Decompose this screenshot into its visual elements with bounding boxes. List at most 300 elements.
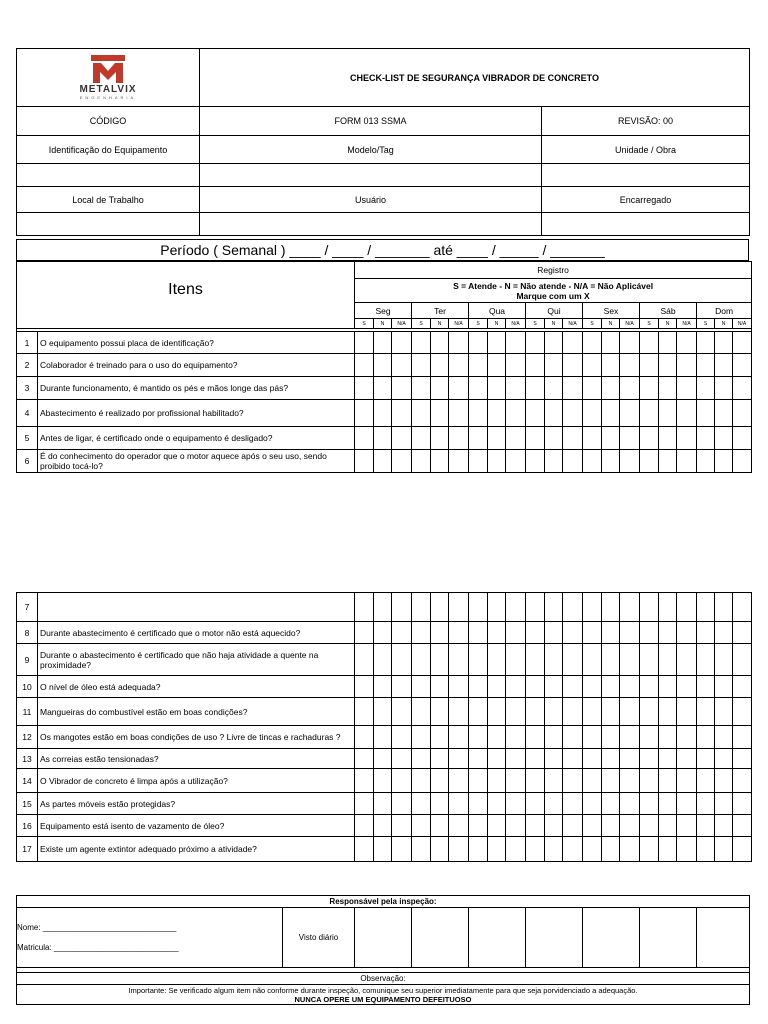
check-cell[interactable] xyxy=(583,400,602,427)
check-cell[interactable] xyxy=(715,769,733,793)
check-cell[interactable] xyxy=(563,769,583,793)
check-cell[interactable] xyxy=(431,377,449,400)
check-cell[interactable] xyxy=(640,749,659,769)
check-cell[interactable] xyxy=(733,726,752,749)
check-cell[interactable] xyxy=(412,644,431,676)
check-cell[interactable] xyxy=(488,450,506,473)
check-cell[interactable] xyxy=(640,354,659,377)
visto-cell-sex[interactable] xyxy=(583,908,640,968)
check-cell[interactable] xyxy=(469,698,488,726)
check-cell[interactable] xyxy=(545,450,563,473)
check-cell[interactable] xyxy=(449,698,469,726)
visto-cell-qua[interactable] xyxy=(469,908,526,968)
matricula-field[interactable]: Matricula: ____________________________ xyxy=(17,942,179,952)
check-cell[interactable] xyxy=(526,400,545,427)
check-cell[interactable] xyxy=(545,332,563,354)
check-cell[interactable] xyxy=(488,332,506,354)
check-cell[interactable] xyxy=(526,427,545,450)
visto-cell-seg[interactable] xyxy=(355,908,412,968)
check-cell[interactable] xyxy=(602,644,620,676)
check-cell[interactable] xyxy=(412,837,431,862)
check-cell[interactable] xyxy=(640,450,659,473)
check-cell[interactable] xyxy=(733,837,752,862)
check-cell[interactable] xyxy=(733,377,752,400)
check-cell[interactable] xyxy=(449,815,469,837)
check-cell[interactable] xyxy=(506,769,526,793)
check-cell[interactable] xyxy=(602,837,620,862)
check-cell[interactable] xyxy=(659,769,677,793)
check-cell[interactable] xyxy=(677,593,697,622)
check-cell[interactable] xyxy=(620,793,640,815)
check-cell[interactable] xyxy=(431,676,449,698)
check-cell[interactable] xyxy=(583,749,602,769)
check-cell[interactable] xyxy=(640,837,659,862)
check-cell[interactable] xyxy=(374,622,392,644)
check-cell[interactable] xyxy=(715,450,733,473)
check-cell[interactable] xyxy=(677,726,697,749)
check-cell[interactable] xyxy=(469,427,488,450)
check-cell[interactable] xyxy=(715,332,733,354)
check-cell[interactable] xyxy=(563,427,583,450)
check-cell[interactable] xyxy=(488,726,506,749)
check-cell[interactable] xyxy=(488,769,506,793)
check-cell[interactable] xyxy=(733,749,752,769)
visto-cell-dom[interactable] xyxy=(697,908,750,968)
check-cell[interactable] xyxy=(392,400,412,427)
check-cell[interactable] xyxy=(469,644,488,676)
check-cell[interactable] xyxy=(659,749,677,769)
check-cell[interactable] xyxy=(392,450,412,473)
check-cell[interactable] xyxy=(392,377,412,400)
check-cell[interactable] xyxy=(620,377,640,400)
check-cell[interactable] xyxy=(583,593,602,622)
check-cell[interactable] xyxy=(469,837,488,862)
check-cell[interactable] xyxy=(469,354,488,377)
check-cell[interactable] xyxy=(545,377,563,400)
check-cell[interactable] xyxy=(412,400,431,427)
check-cell[interactable] xyxy=(374,676,392,698)
check-cell[interactable] xyxy=(488,676,506,698)
check-cell[interactable] xyxy=(733,593,752,622)
check-cell[interactable] xyxy=(583,622,602,644)
check-cell[interactable] xyxy=(563,644,583,676)
check-cell[interactable] xyxy=(412,427,431,450)
check-cell[interactable] xyxy=(526,377,545,400)
check-cell[interactable] xyxy=(469,749,488,769)
check-cell[interactable] xyxy=(677,837,697,862)
nome-field[interactable]: Nome: ______________________________ xyxy=(17,922,177,932)
check-cell[interactable] xyxy=(677,354,697,377)
check-cell[interactable] xyxy=(620,354,640,377)
check-cell[interactable] xyxy=(374,837,392,862)
check-cell[interactable] xyxy=(545,769,563,793)
check-cell[interactable] xyxy=(640,769,659,793)
check-cell[interactable] xyxy=(659,676,677,698)
check-cell[interactable] xyxy=(545,749,563,769)
check-cell[interactable] xyxy=(526,622,545,644)
check-cell[interactable] xyxy=(563,400,583,427)
check-cell[interactable] xyxy=(469,726,488,749)
check-cell[interactable] xyxy=(412,377,431,400)
check-cell[interactable] xyxy=(412,593,431,622)
check-cell[interactable] xyxy=(449,726,469,749)
check-cell[interactable] xyxy=(659,377,677,400)
check-cell[interactable] xyxy=(488,698,506,726)
check-cell[interactable] xyxy=(677,450,697,473)
check-cell[interactable] xyxy=(583,332,602,354)
check-cell[interactable] xyxy=(545,793,563,815)
check-cell[interactable] xyxy=(449,354,469,377)
check-cell[interactable] xyxy=(392,815,412,837)
check-cell[interactable] xyxy=(449,837,469,862)
check-cell[interactable] xyxy=(602,332,620,354)
check-cell[interactable] xyxy=(545,593,563,622)
check-cell[interactable] xyxy=(526,749,545,769)
check-cell[interactable] xyxy=(677,644,697,676)
check-cell[interactable] xyxy=(392,354,412,377)
check-cell[interactable] xyxy=(374,450,392,473)
check-cell[interactable] xyxy=(677,400,697,427)
check-cell[interactable] xyxy=(620,698,640,726)
check-cell[interactable] xyxy=(355,749,374,769)
check-cell[interactable] xyxy=(449,622,469,644)
check-cell[interactable] xyxy=(733,400,752,427)
check-cell[interactable] xyxy=(602,698,620,726)
check-cell[interactable] xyxy=(715,749,733,769)
check-cell[interactable] xyxy=(392,769,412,793)
check-cell[interactable] xyxy=(602,793,620,815)
check-cell[interactable] xyxy=(412,793,431,815)
check-cell[interactable] xyxy=(469,793,488,815)
check-cell[interactable] xyxy=(602,400,620,427)
check-cell[interactable] xyxy=(431,593,449,622)
check-cell[interactable] xyxy=(659,354,677,377)
check-cell[interactable] xyxy=(506,593,526,622)
check-cell[interactable] xyxy=(715,400,733,427)
check-cell[interactable] xyxy=(733,450,752,473)
check-cell[interactable] xyxy=(697,793,715,815)
check-cell[interactable] xyxy=(715,815,733,837)
check-cell[interactable] xyxy=(640,793,659,815)
check-cell[interactable] xyxy=(488,593,506,622)
check-cell[interactable] xyxy=(733,793,752,815)
check-cell[interactable] xyxy=(697,837,715,862)
check-cell[interactable] xyxy=(715,676,733,698)
check-cell[interactable] xyxy=(697,354,715,377)
check-cell[interactable] xyxy=(488,749,506,769)
check-cell[interactable] xyxy=(620,769,640,793)
check-cell[interactable] xyxy=(677,698,697,726)
check-cell[interactable] xyxy=(620,450,640,473)
check-cell[interactable] xyxy=(620,676,640,698)
check-cell[interactable] xyxy=(697,332,715,354)
check-cell[interactable] xyxy=(506,354,526,377)
check-cell[interactable] xyxy=(715,354,733,377)
check-cell[interactable] xyxy=(677,676,697,698)
check-cell[interactable] xyxy=(506,332,526,354)
check-cell[interactable] xyxy=(583,644,602,676)
check-cell[interactable] xyxy=(488,793,506,815)
check-cell[interactable] xyxy=(697,726,715,749)
check-cell[interactable] xyxy=(506,726,526,749)
check-cell[interactable] xyxy=(488,377,506,400)
check-cell[interactable] xyxy=(392,676,412,698)
check-cell[interactable] xyxy=(697,622,715,644)
check-cell[interactable] xyxy=(583,837,602,862)
check-cell[interactable] xyxy=(697,450,715,473)
check-cell[interactable] xyxy=(374,354,392,377)
check-cell[interactable] xyxy=(602,769,620,793)
check-cell[interactable] xyxy=(392,698,412,726)
check-cell[interactable] xyxy=(659,622,677,644)
check-cell[interactable] xyxy=(659,726,677,749)
check-cell[interactable] xyxy=(563,676,583,698)
check-cell[interactable] xyxy=(374,400,392,427)
check-cell[interactable] xyxy=(715,726,733,749)
check-cell[interactable] xyxy=(697,593,715,622)
check-cell[interactable] xyxy=(563,726,583,749)
check-cell[interactable] xyxy=(392,837,412,862)
check-cell[interactable] xyxy=(374,332,392,354)
check-cell[interactable] xyxy=(392,749,412,769)
check-cell[interactable] xyxy=(526,676,545,698)
check-cell[interactable] xyxy=(412,815,431,837)
check-cell[interactable] xyxy=(602,676,620,698)
local-field[interactable] xyxy=(17,213,200,236)
modelo-field[interactable] xyxy=(200,164,542,187)
check-cell[interactable] xyxy=(677,427,697,450)
check-cell[interactable] xyxy=(506,837,526,862)
check-cell[interactable] xyxy=(733,332,752,354)
check-cell[interactable] xyxy=(431,837,449,862)
check-cell[interactable] xyxy=(449,377,469,400)
check-cell[interactable] xyxy=(620,427,640,450)
check-cell[interactable] xyxy=(640,377,659,400)
check-cell[interactable] xyxy=(374,593,392,622)
check-cell[interactable] xyxy=(449,450,469,473)
check-cell[interactable] xyxy=(355,837,374,862)
check-cell[interactable] xyxy=(412,676,431,698)
check-cell[interactable] xyxy=(659,332,677,354)
check-cell[interactable] xyxy=(355,698,374,726)
check-cell[interactable] xyxy=(431,622,449,644)
check-cell[interactable] xyxy=(526,815,545,837)
check-cell[interactable] xyxy=(620,400,640,427)
check-cell[interactable] xyxy=(677,793,697,815)
check-cell[interactable] xyxy=(697,769,715,793)
check-cell[interactable] xyxy=(583,377,602,400)
check-cell[interactable] xyxy=(583,769,602,793)
check-cell[interactable] xyxy=(602,726,620,749)
check-cell[interactable] xyxy=(355,769,374,793)
check-cell[interactable] xyxy=(715,644,733,676)
check-cell[interactable] xyxy=(392,427,412,450)
check-cell[interactable] xyxy=(488,815,506,837)
check-cell[interactable] xyxy=(506,622,526,644)
check-cell[interactable] xyxy=(563,815,583,837)
check-cell[interactable] xyxy=(526,354,545,377)
check-cell[interactable] xyxy=(488,400,506,427)
check-cell[interactable] xyxy=(640,593,659,622)
check-cell[interactable] xyxy=(526,644,545,676)
check-cell[interactable] xyxy=(412,698,431,726)
check-cell[interactable] xyxy=(659,815,677,837)
check-cell[interactable] xyxy=(431,726,449,749)
check-cell[interactable] xyxy=(715,837,733,862)
check-cell[interactable] xyxy=(545,644,563,676)
check-cell[interactable] xyxy=(640,726,659,749)
check-cell[interactable] xyxy=(469,769,488,793)
check-cell[interactable] xyxy=(583,726,602,749)
check-cell[interactable] xyxy=(374,769,392,793)
check-cell[interactable] xyxy=(602,815,620,837)
check-cell[interactable] xyxy=(526,332,545,354)
check-cell[interactable] xyxy=(506,400,526,427)
check-cell[interactable] xyxy=(677,377,697,400)
check-cell[interactable] xyxy=(449,593,469,622)
check-cell[interactable] xyxy=(374,726,392,749)
check-cell[interactable] xyxy=(563,593,583,622)
check-cell[interactable] xyxy=(355,676,374,698)
check-cell[interactable] xyxy=(677,815,697,837)
check-cell[interactable] xyxy=(659,793,677,815)
check-cell[interactable] xyxy=(545,622,563,644)
check-cell[interactable] xyxy=(355,815,374,837)
check-cell[interactable] xyxy=(697,698,715,726)
check-cell[interactable] xyxy=(733,644,752,676)
check-cell[interactable] xyxy=(563,354,583,377)
check-cell[interactable] xyxy=(449,769,469,793)
check-cell[interactable] xyxy=(412,354,431,377)
check-cell[interactable] xyxy=(431,427,449,450)
check-cell[interactable] xyxy=(583,815,602,837)
check-cell[interactable] xyxy=(640,427,659,450)
check-cell[interactable] xyxy=(431,815,449,837)
check-cell[interactable] xyxy=(469,377,488,400)
check-cell[interactable] xyxy=(431,698,449,726)
check-cell[interactable] xyxy=(374,377,392,400)
check-cell[interactable] xyxy=(469,400,488,427)
check-cell[interactable] xyxy=(412,450,431,473)
check-cell[interactable] xyxy=(620,593,640,622)
check-cell[interactable] xyxy=(583,698,602,726)
check-cell[interactable] xyxy=(355,622,374,644)
check-cell[interactable] xyxy=(733,698,752,726)
check-cell[interactable] xyxy=(392,726,412,749)
check-cell[interactable] xyxy=(374,427,392,450)
check-cell[interactable] xyxy=(506,793,526,815)
check-cell[interactable] xyxy=(715,622,733,644)
check-cell[interactable] xyxy=(640,698,659,726)
check-cell[interactable] xyxy=(449,749,469,769)
check-cell[interactable] xyxy=(620,332,640,354)
check-cell[interactable] xyxy=(659,400,677,427)
check-cell[interactable] xyxy=(733,769,752,793)
check-cell[interactable] xyxy=(412,726,431,749)
check-cell[interactable] xyxy=(563,450,583,473)
check-cell[interactable] xyxy=(526,793,545,815)
check-cell[interactable] xyxy=(715,698,733,726)
unidade-field[interactable] xyxy=(542,164,750,187)
check-cell[interactable] xyxy=(449,332,469,354)
check-cell[interactable] xyxy=(488,622,506,644)
check-cell[interactable] xyxy=(545,427,563,450)
check-cell[interactable] xyxy=(431,450,449,473)
visto-cell-ter[interactable] xyxy=(412,908,469,968)
check-cell[interactable] xyxy=(449,427,469,450)
check-cell[interactable] xyxy=(620,815,640,837)
check-cell[interactable] xyxy=(640,400,659,427)
check-cell[interactable] xyxy=(697,400,715,427)
check-cell[interactable] xyxy=(602,377,620,400)
check-cell[interactable] xyxy=(449,793,469,815)
check-cell[interactable] xyxy=(488,354,506,377)
check-cell[interactable] xyxy=(563,837,583,862)
check-cell[interactable] xyxy=(488,644,506,676)
check-cell[interactable] xyxy=(640,622,659,644)
check-cell[interactable] xyxy=(488,427,506,450)
check-cell[interactable] xyxy=(449,400,469,427)
check-cell[interactable] xyxy=(733,622,752,644)
check-cell[interactable] xyxy=(697,377,715,400)
check-cell[interactable] xyxy=(355,793,374,815)
check-cell[interactable] xyxy=(659,593,677,622)
check-cell[interactable] xyxy=(469,676,488,698)
check-cell[interactable] xyxy=(659,698,677,726)
check-cell[interactable] xyxy=(583,354,602,377)
check-cell[interactable] xyxy=(412,332,431,354)
check-cell[interactable] xyxy=(412,749,431,769)
check-cell[interactable] xyxy=(469,450,488,473)
check-cell[interactable] xyxy=(563,698,583,726)
check-cell[interactable] xyxy=(620,644,640,676)
check-cell[interactable] xyxy=(583,676,602,698)
check-cell[interactable] xyxy=(506,377,526,400)
check-cell[interactable] xyxy=(355,354,374,377)
check-cell[interactable] xyxy=(506,644,526,676)
check-cell[interactable] xyxy=(488,837,506,862)
check-cell[interactable] xyxy=(526,726,545,749)
check-cell[interactable] xyxy=(659,450,677,473)
check-cell[interactable] xyxy=(602,593,620,622)
check-cell[interactable] xyxy=(640,644,659,676)
check-cell[interactable] xyxy=(526,837,545,862)
check-cell[interactable] xyxy=(355,377,374,400)
check-cell[interactable] xyxy=(374,644,392,676)
check-cell[interactable] xyxy=(449,644,469,676)
check-cell[interactable] xyxy=(697,815,715,837)
check-cell[interactable] xyxy=(733,427,752,450)
check-cell[interactable] xyxy=(677,769,697,793)
check-cell[interactable] xyxy=(602,622,620,644)
periodo-line[interactable]: Período ( Semanal ) ____ / ____ / _______ até ____ / _____ / _______ xyxy=(17,240,749,261)
check-cell[interactable] xyxy=(733,676,752,698)
check-cell[interactable] xyxy=(640,676,659,698)
check-cell[interactable] xyxy=(602,749,620,769)
check-cell[interactable] xyxy=(563,793,583,815)
check-cell[interactable] xyxy=(431,769,449,793)
check-cell[interactable] xyxy=(545,837,563,862)
check-cell[interactable] xyxy=(506,427,526,450)
check-cell[interactable] xyxy=(355,593,374,622)
check-cell[interactable] xyxy=(545,815,563,837)
check-cell[interactable] xyxy=(563,332,583,354)
check-cell[interactable] xyxy=(412,622,431,644)
check-cell[interactable] xyxy=(355,332,374,354)
check-cell[interactable] xyxy=(563,622,583,644)
check-cell[interactable] xyxy=(506,815,526,837)
check-cell[interactable] xyxy=(677,622,697,644)
